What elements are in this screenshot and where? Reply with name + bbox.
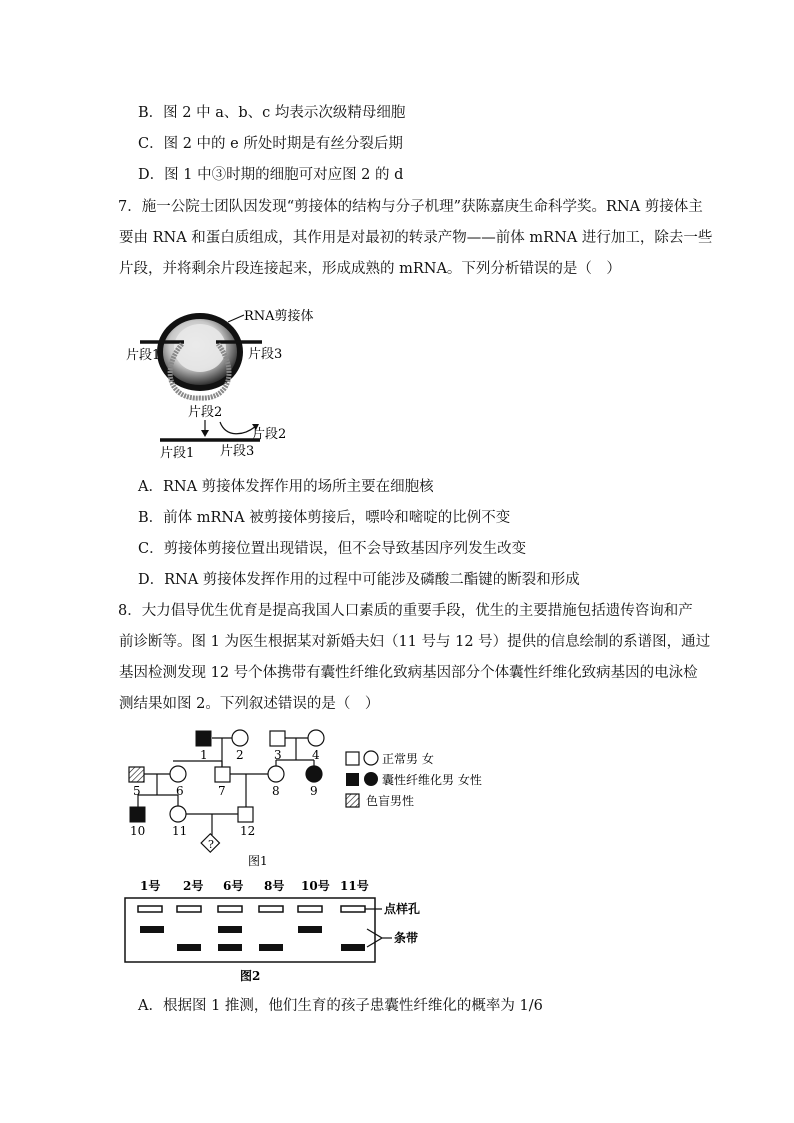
legend-cf-male-icon bbox=[346, 773, 359, 786]
fragment1-label: 片段1 bbox=[126, 348, 161, 363]
individual-5 bbox=[129, 767, 144, 782]
band-lane-8-lower bbox=[259, 944, 283, 951]
mature-fragment3-label: 片段3 bbox=[220, 444, 255, 459]
fragment2-label: 片段2 bbox=[188, 405, 223, 420]
excised-fragment2-label: 片段2 bbox=[252, 427, 287, 442]
mature-fragment1-label: 片段1 bbox=[160, 446, 195, 461]
q7-option-b: B．前体 mRNA 被剪接体剪接后，嘌呤和嘧啶的比例不变 bbox=[138, 510, 511, 526]
q7-stem-line-2: 要由 RNA 和蛋白质组成，其作用是对最初的转录产物——前体 mRNA 进行加工，除去一些 bbox=[119, 230, 713, 246]
band-lane-6-lower bbox=[218, 944, 242, 951]
well-lane-2 bbox=[177, 906, 201, 912]
legend-colorblind-text: 色盲男性 bbox=[366, 794, 415, 808]
well-lane-1 bbox=[138, 906, 162, 912]
lane-label-11: 11号 bbox=[340, 879, 369, 893]
figure2-caption: 图2 bbox=[240, 969, 261, 983]
q6-option-c: C．图 2 中的 e 所处时期是有丝分裂后期 bbox=[138, 136, 403, 152]
well-lane-11 bbox=[341, 906, 365, 912]
unknown-child-mark: ? bbox=[208, 838, 214, 851]
well-lane-10 bbox=[298, 906, 322, 912]
band-lane-10-upper bbox=[298, 926, 322, 933]
lane-label-2: 2号 bbox=[183, 879, 204, 893]
figure1-caption: 图1 bbox=[248, 854, 268, 868]
lane-label-1: 1号 bbox=[140, 879, 161, 893]
label-3: 3 bbox=[274, 748, 282, 762]
individual-10 bbox=[130, 807, 145, 822]
individual-2 bbox=[232, 730, 248, 746]
legend-normal-text: 正常男 女 bbox=[382, 752, 434, 766]
individual-1 bbox=[196, 731, 211, 746]
label-12: 12 bbox=[240, 824, 256, 838]
well-lane-8 bbox=[259, 906, 283, 912]
legend-normal-female-icon bbox=[364, 751, 378, 765]
q7-option-d: D．RNA 剪接体发挥作用的过程中可能涉及磷酸二酯键的断裂和形成 bbox=[138, 572, 580, 588]
q7-option-a: A．RNA 剪接体发挥作用的场所主要在细胞核 bbox=[138, 479, 434, 495]
q8-stem-line-2: 前诊断等。图 1 为医生根据某对新婚夫妇（11 号与 12 号）提供的信息绘制的系谱图，通过 bbox=[119, 634, 711, 650]
band-label: 条带 bbox=[394, 931, 419, 945]
individual-7 bbox=[215, 767, 230, 782]
legend-cf-female-icon bbox=[364, 772, 378, 786]
gel-figure bbox=[120, 874, 450, 989]
individual-9 bbox=[306, 766, 322, 782]
label-10: 10 bbox=[130, 824, 146, 838]
pedigree-figure bbox=[120, 725, 520, 870]
individual-11 bbox=[170, 806, 186, 822]
label-7: 7 bbox=[218, 784, 226, 798]
label-5: 5 bbox=[133, 784, 141, 798]
q7-option-c: C．剪接体剪接位置出现错误，但不会导致基因序列发生改变 bbox=[138, 541, 527, 557]
q6-option-b: B．图 2 中 a、b、c 均表示次级精母细胞 bbox=[138, 105, 406, 121]
q8-option-a: A．根据图 1 推测，他们生育的孩子患囊性纤维化的概率为 1/6 bbox=[138, 998, 543, 1014]
label-11: 11 bbox=[172, 824, 188, 838]
legend-colorblind-icon bbox=[346, 794, 359, 807]
label-4: 4 bbox=[312, 748, 320, 762]
spliceosome-label: RNA剪接体 bbox=[244, 309, 314, 324]
q8-stem-line-1: 8．大力倡导优生优育是提高我国人口素质的重要手段，优生的主要措施包括遗传咨询和产 bbox=[118, 603, 693, 619]
individual-4 bbox=[308, 730, 324, 746]
q6-option-d: D．图 1 中③时期的细胞可对应图 2 的 d bbox=[138, 167, 404, 183]
q8-stem-line-4: 测结果如图 2。下列叙述错误的是（ ） bbox=[119, 696, 380, 712]
label-1: 1 bbox=[200, 748, 208, 762]
lane-label-8: 8号 bbox=[264, 879, 285, 893]
lane-label-10: 10号 bbox=[301, 879, 330, 893]
individual-8 bbox=[268, 766, 284, 782]
spliceosome-figure bbox=[120, 300, 350, 465]
well-label: 点样孔 bbox=[384, 902, 421, 916]
individual-3 bbox=[270, 731, 285, 746]
legend-cf-text: 囊性纤维化男 女性 bbox=[382, 773, 482, 787]
label-2: 2 bbox=[236, 748, 244, 762]
well-lane-6 bbox=[218, 906, 242, 912]
individual-12 bbox=[238, 807, 253, 822]
label-9: 9 bbox=[310, 784, 318, 798]
lane-label-6: 6号 bbox=[223, 879, 244, 893]
q8-stem-line-3: 基因检测发现 12 号个体携带有囊性纤维化致病基因部分个体囊性纤维化致病基因的电泳检 bbox=[119, 665, 698, 681]
individual-6 bbox=[170, 766, 186, 782]
band-lane-2-lower bbox=[177, 944, 201, 951]
label-6: 6 bbox=[176, 784, 184, 798]
band-lane-6-upper bbox=[218, 926, 242, 933]
q7-stem-line-3: 片段，并将剩余片段连接起来，形成成熟的 mRNA。下列分析错误的是（ ） bbox=[119, 261, 621, 277]
q7-stem-line-1: 7．施一公院士团队因发现“剪接体的结构与分子机理”获陈嘉庚生命科学奖。RNA 剪接体主 bbox=[118, 199, 703, 215]
legend-normal-male-icon bbox=[346, 752, 359, 765]
fragment3-label: 片段3 bbox=[248, 347, 283, 362]
band-lane-1-upper bbox=[140, 926, 164, 933]
label-8: 8 bbox=[272, 784, 280, 798]
band-lane-11-lower bbox=[341, 944, 365, 951]
